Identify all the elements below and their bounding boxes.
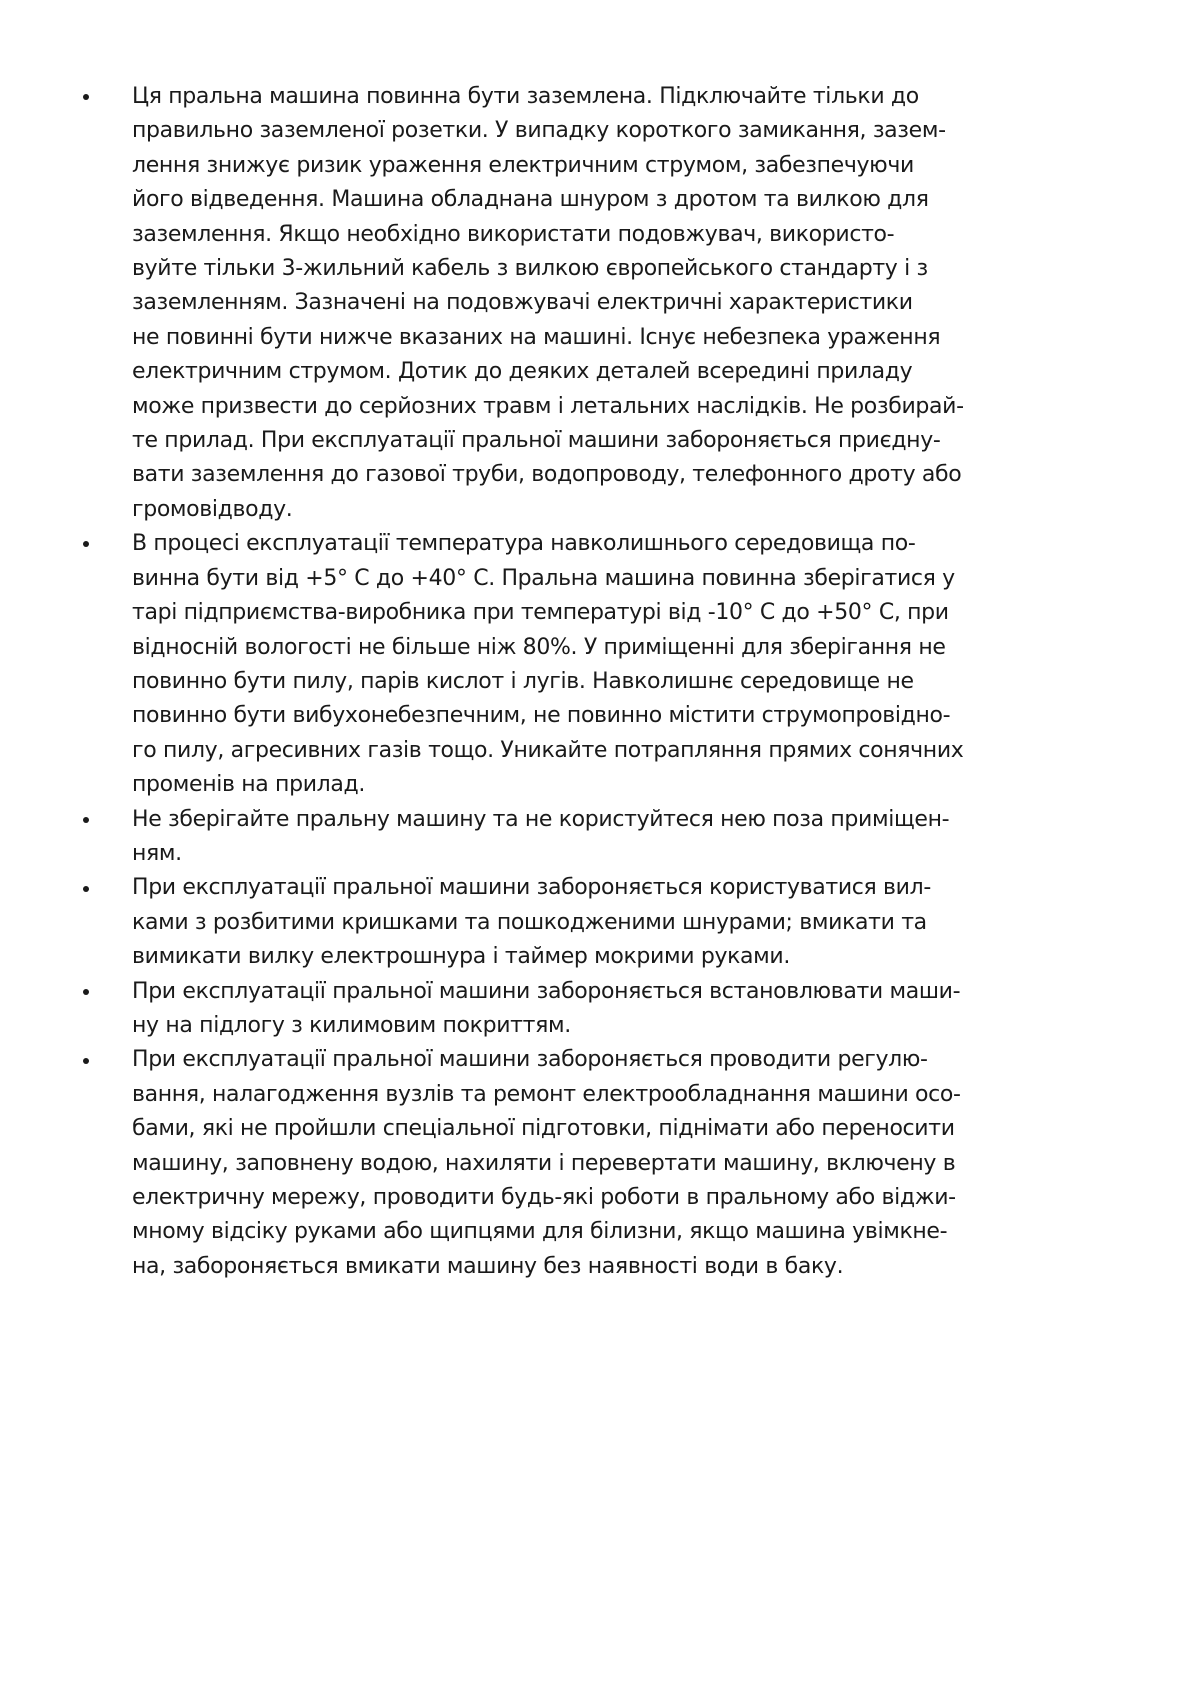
bullet-text-line: правильно заземленої розетки. У випадку короткого замикання, зазем- [132, 118, 946, 144]
bullet-text-line: електричну мережу, проводити будь-які роботи в пральному або віджи- [132, 1185, 956, 1210]
bullet-text-line: мному відсіку руками або щипцями для білизни, якщо машина увімкне- [132, 1219, 948, 1245]
bullet-dot-icon [80, 871, 92, 905]
bullet-item [80, 871, 1080, 974]
bullet-dot-icon [80, 1043, 92, 1077]
safety-bullet-list [80, 80, 1080, 1284]
bullet-text-line: на, забороняється вмикати машину без наявності води в баку. [132, 1253, 844, 1279]
bullet-text-line: вимикати вилку електрошнура і таймер мокрими руками. [132, 944, 791, 970]
bullet-item [80, 1043, 1080, 1284]
bullet-text-line: В процесі експлуатації температура навколишнього середовища по- [132, 531, 916, 557]
bullet-text-line: При експлуатації пральної машини забороняється проводити регулю- [132, 1047, 928, 1073]
bullet-text-line: ням. [132, 840, 182, 866]
bullet-text-line: вати заземлення до газової труби, водопроводу, телефонного дроту або [132, 462, 962, 488]
bullet-text-line: те прилад. При експлуатації пральної машини забороняється приєдну- [132, 428, 941, 454]
bullet-text-line: винна бути від +5° С до +40° С. Пральна машина повинна зберігатися у [132, 565, 955, 591]
bullet-text-line: променів на прилад. [132, 772, 365, 798]
bullet-text-line: громовідводу. [132, 496, 293, 522]
bullet-text-line: тарі підприємства-виробника при температурі від -10° С до +50° С, при [132, 600, 949, 626]
bullet-text-line: Не зберігайте пральну машину та не користуйтеся нею поза приміщен- [132, 806, 950, 832]
bullet-text-line: ну на підлогу з килимовим покриттям. [132, 1012, 571, 1038]
bullet-text-line: не повинні бути нижче вказаних на машині. Існує небезпека ураження [132, 324, 941, 350]
bullet-item [80, 527, 1080, 802]
bullet-text-line: може призвести до серйозних травм і летальних наслідків. Не розбирай- [132, 393, 964, 419]
bullet-text-line: ками з розбитими кришками та пошкодженими шнурами; вмикати та [132, 909, 927, 935]
bullet-text-line: При експлуатації пральної машини забороняється користуватися вил- [132, 875, 931, 901]
bullet-item [80, 975, 1080, 1044]
bullet-text-line: лення знижує ризик ураження електричним струмом, забезпечуючи [132, 152, 914, 178]
bullet-text-line: го пилу, агресивних газів тощо. Уникайте потрапляння прямих сонячних [132, 737, 964, 763]
bullet-text-line: вуйте тільки 3-жильний кабель з вилкою європейського стандарту і з [132, 256, 928, 282]
bullet-text-line: електричним струмом. Дотик до деяких деталей всередині приладу [132, 359, 913, 385]
bullet-text-line: При експлуатації пральної машини забороняється встановлювати маши- [132, 978, 961, 1004]
bullet-text-line: Ця пральна машина повинна бути заземлена. Підключайте тільки до [132, 84, 919, 109]
bullet-text-line: заземленням. Зазначені на подовжувачі електричні характеристики [132, 290, 913, 316]
bullet-text-line: бами, які не пройшли спеціальної підготовки, піднімати або переносити [132, 1116, 955, 1142]
bullet-dot-icon [80, 803, 92, 837]
bullet-dot-icon [80, 975, 92, 1009]
bullet-text-line: його відведення. Машина обладнана шнуром з дротом та вилкою для [132, 187, 929, 213]
bullet-text-line: заземлення. Якщо необхідно використати подовжувач, використо- [132, 221, 895, 247]
bullet-item [80, 80, 1080, 527]
bullet-item [80, 803, 1080, 872]
bullet-text-line: вання, налагодження вузлів та ремонт електрообладнання машини осо- [132, 1081, 961, 1107]
bullet-text-line: повинно бути пилу, парів кислот і лугів. Навколишнє середовище не [132, 668, 914, 694]
bullet-text-line: відносній вологості не більше ніж 80%. У приміщенні для зберігання не [132, 634, 946, 660]
bullet-dot-icon [80, 527, 92, 561]
bullet-dot-icon [80, 80, 92, 114]
bullet-text-line: повинно бути вибухонебезпечним, не повинно містити струмопровідно- [132, 703, 951, 729]
bullet-text-line: машину, заповнену водою, нахиляти і перевертати машину, включену в [132, 1150, 956, 1176]
